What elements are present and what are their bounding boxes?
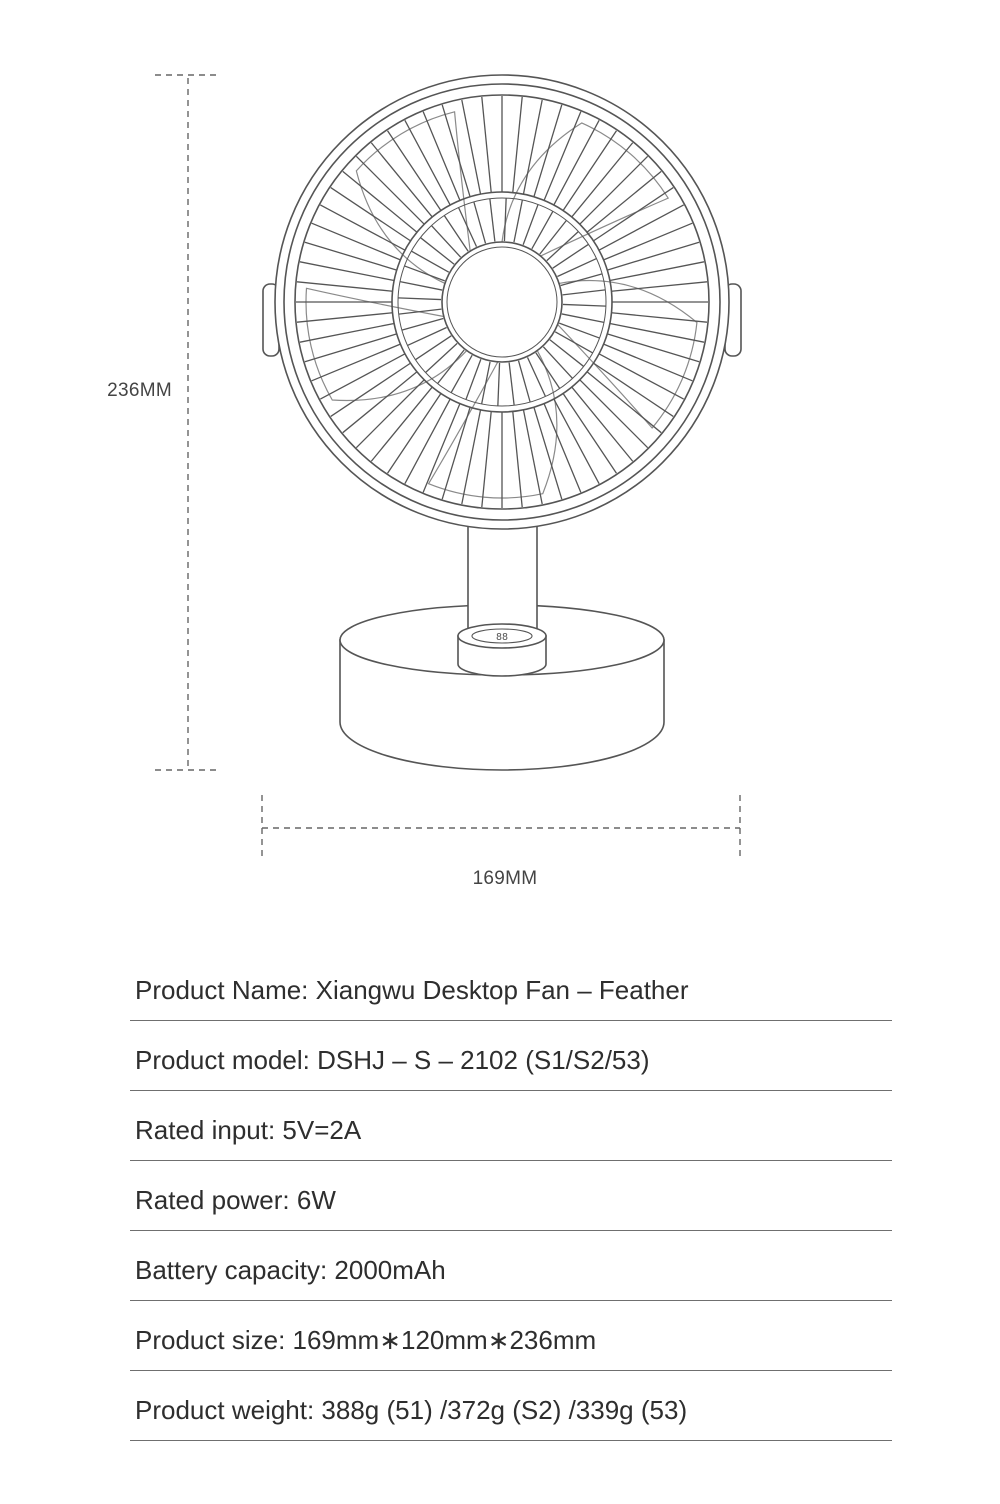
spec-product-size: Product size: 169mm∗120mm∗236mm	[130, 1301, 892, 1371]
spec-battery-capacity: Battery capacity: 2000mAh	[130, 1231, 892, 1301]
spec-list	[130, 951, 892, 1441]
fan-hub	[442, 242, 562, 362]
height-dimension-label: 236MM	[107, 380, 172, 401]
fan-body	[263, 75, 741, 770]
spec-product-model: Product model: DSHJ – S – 2102 (S1/S2/53)	[130, 1021, 892, 1091]
spec-rated-power: Rated power: 6W	[130, 1161, 892, 1231]
spec-product-weight: Product weight: 388g (51) /372g (S2) /339g (53)	[130, 1371, 892, 1441]
width-dimension	[262, 795, 740, 860]
spec-rated-input: Rated input: 5V=2A	[130, 1091, 892, 1161]
spec-product-name: Product Name: Xiangwu Desktop Fan – Feather	[130, 951, 892, 1021]
height-dimension	[155, 75, 220, 770]
width-dimension-label: 169MM	[472, 868, 538, 889]
control-knob-display-digits: 88	[495, 632, 509, 643]
